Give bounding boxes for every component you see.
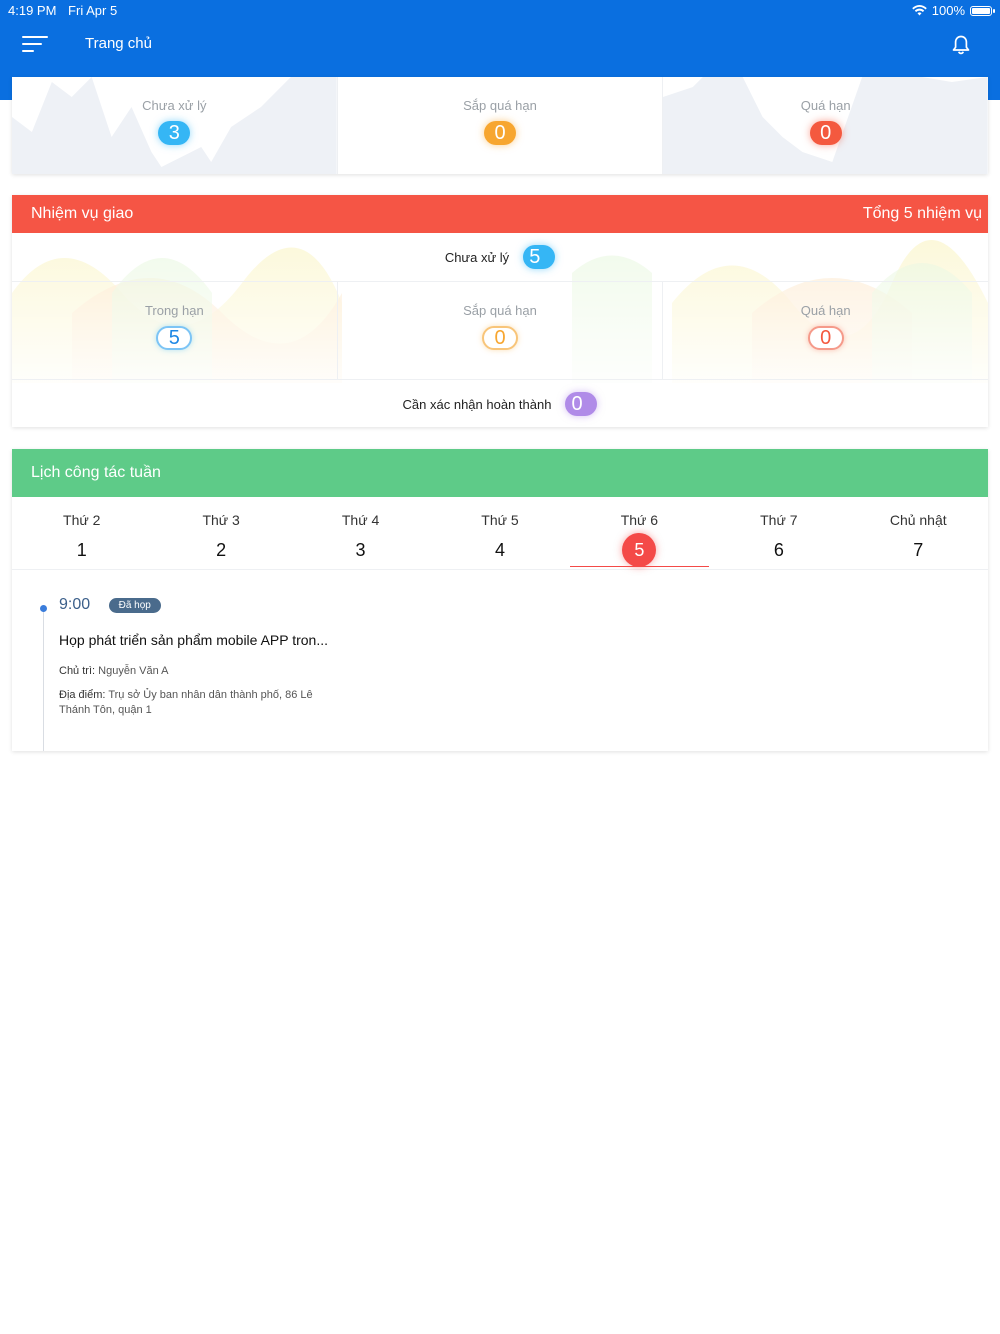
tasks-due-soon-label: Sắp quá hạn [463,303,537,318]
day-mon[interactable] [12,497,151,569]
day-name: Thứ 7 [760,512,798,528]
day-number-selected: 5 [622,533,656,567]
day-number: 2 [216,540,227,560]
day-sun[interactable] [849,497,988,569]
tasks-unprocessed-row[interactable] [12,233,988,282]
day-name: Thứ 4 [341,512,380,528]
tasks-header [12,195,988,233]
event-location-label: Địa điểm: [59,689,106,702]
tasks-overdue[interactable] [663,282,988,379]
day-name: Thứ 5 [481,512,519,528]
summary-due-soon-label: Sắp quá hạn [463,98,537,113]
schedule-card [12,449,988,751]
day-name: Thứ 2 [63,512,101,528]
schedule-header [12,449,988,497]
day-number: 6 [773,540,784,560]
status-bar [8,3,992,19]
tasks-confirm-row[interactable] [12,380,988,427]
menu-icon[interactable] [22,36,48,52]
timeline-dot [40,605,47,612]
day-name: Chủ nhật [889,512,947,528]
event-item[interactable] [59,596,988,718]
tasks-on-time-label: Trong hạn [144,303,204,318]
day-number: 4 [494,540,505,560]
tasks-card [12,195,988,427]
event-status-badge: Đã họp [109,598,161,613]
event-location: Trụ sở Ủy ban nhân dân thành phố, 86 Lê Thánh Tôn, quận 1 [59,689,313,717]
summary-overdue[interactable] [663,77,988,174]
summary-unprocessed-count: 3 [158,121,190,145]
day-wed[interactable] [291,497,430,569]
tasks-confirm-count: 0 [565,392,597,416]
day-name: Thứ 3 [202,512,240,528]
summary-overdue-count: 0 [810,121,842,145]
tasks-on-time[interactable] [12,282,338,379]
event-time: 9:00 [59,596,91,613]
summary-due-soon[interactable] [338,77,664,174]
event-host-label: Chủ trì: [59,665,96,678]
day-number: 7 [913,540,924,560]
wifi-icon [912,5,927,16]
tasks-due-soon-count: 0 [482,326,518,350]
schedule-title: Lịch công tác tuần [31,464,161,481]
event-timeline [12,570,988,718]
tasks-overdue-count: 0 [808,326,844,350]
tasks-stats-row [12,282,988,380]
summary-unprocessed[interactable] [12,77,338,174]
event-title: Họp phát triển sản phẩm mobile APP tron... [59,632,329,649]
summary-unprocessed-label: Chưa xử lý [142,98,207,113]
event-host: Nguyễn Văn A [98,665,169,678]
tasks-title: Nhiệm vụ giao [31,205,134,222]
tasks-due-soon[interactable] [338,282,664,379]
tasks-on-time-count: 5 [156,326,192,350]
tasks-confirm-label: Cần xác nhận hoàn thành [402,396,552,412]
day-sat[interactable] [709,497,848,569]
day-number: 1 [76,540,87,560]
battery-icon [970,6,992,16]
bell-icon[interactable] [950,34,972,56]
tasks-total: Tổng 5 nhiệm vụ [862,205,982,222]
tasks-unprocessed-count: 5 [523,245,555,269]
tasks-overdue-label: Quá hạn [800,303,851,318]
summary-overdue-label: Quá hạn [800,98,851,113]
day-fri[interactable] [570,497,709,569]
day-number: 3 [355,540,366,560]
day-tue[interactable] [151,497,290,569]
summary-due-soon-count: 0 [484,121,516,145]
summary-card [12,77,988,174]
day-name: Thứ 6 [620,512,659,528]
status-time: 4:19 PM [8,3,57,18]
timeline-line [43,607,44,751]
page-title: Trang chủ [85,35,152,52]
tasks-unprocessed-label: Chưa xử lý [444,249,510,265]
battery-percent: 100% [931,3,965,18]
week-strip [12,497,988,570]
day-thu[interactable] [430,497,569,569]
status-date: Fri Apr 5 [68,3,118,18]
